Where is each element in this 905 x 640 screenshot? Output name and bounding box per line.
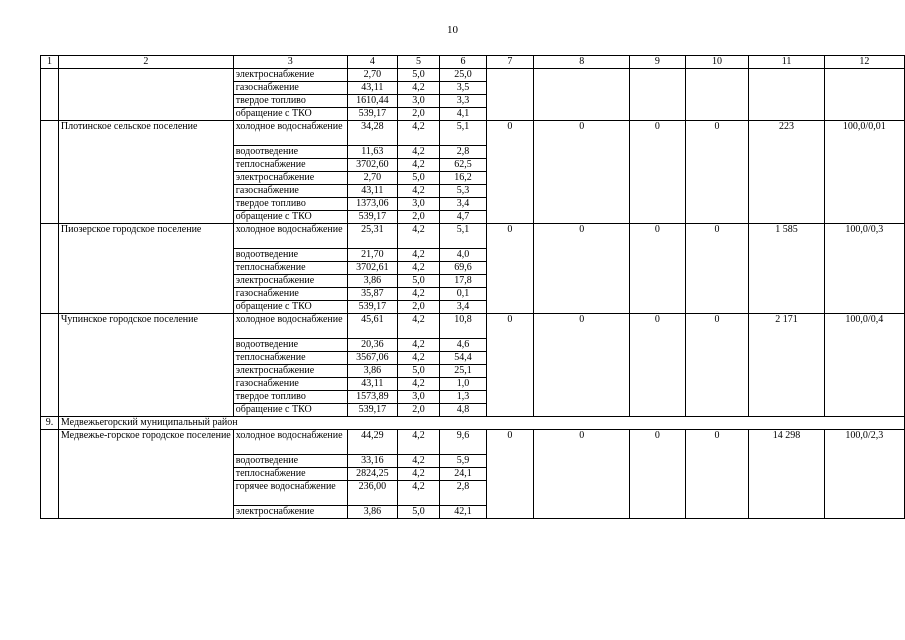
- service-name: газоснабжение: [233, 185, 347, 198]
- growth-index: 5,0: [397, 69, 439, 82]
- tariff-value: 3702,61: [347, 262, 397, 275]
- service-name: теплоснабжение: [233, 159, 347, 172]
- region-name: Медвежьегорский муниципальный район: [58, 417, 904, 430]
- count-c7: 0: [486, 121, 533, 224]
- growth-index: 2,0: [397, 404, 439, 417]
- count-c7: 0: [486, 430, 533, 519]
- column-header: 12: [824, 56, 904, 69]
- growth-index: 4,2: [397, 185, 439, 198]
- growth-index: 3,0: [397, 198, 439, 211]
- service-name: теплоснабжение: [233, 468, 347, 481]
- share-value: 2,8: [440, 481, 487, 506]
- share-value: 4,0: [440, 249, 487, 262]
- service-name: холодное водоснабжение: [233, 121, 347, 146]
- growth-index: 4,2: [397, 455, 439, 468]
- tariff-value: 236,00: [347, 481, 397, 506]
- service-name: водоотведение: [233, 455, 347, 468]
- growth-index: 4,2: [397, 159, 439, 172]
- population: 223: [749, 121, 824, 224]
- service-name: холодное водоснабжение: [233, 430, 347, 455]
- growth-index: 4,2: [397, 339, 439, 352]
- service-name: твердое топливо: [233, 198, 347, 211]
- share-value: 3,4: [440, 198, 487, 211]
- share-value: 54,4: [440, 352, 487, 365]
- empty-cell-c9: [630, 69, 685, 121]
- header-row: [41, 56, 905, 69]
- count-c8: 0: [534, 314, 630, 417]
- tariff-value: 3567,06: [347, 352, 397, 365]
- service-name: электроснабжение: [233, 365, 347, 378]
- tariff-value: 45,61: [347, 314, 397, 339]
- growth-index: 4,2: [397, 288, 439, 301]
- share-value: 1,0: [440, 378, 487, 391]
- empty-cell-c7: [486, 69, 533, 121]
- column-header: 9: [630, 56, 685, 69]
- share-value: 5,3: [440, 185, 487, 198]
- share-value: 2,8: [440, 146, 487, 159]
- share-value: 5,1: [440, 121, 487, 146]
- column-header: 8: [534, 56, 630, 69]
- region-row: [41, 417, 905, 430]
- column-header: 7: [486, 56, 533, 69]
- tariff-value: 539,17: [347, 108, 397, 121]
- share-value: 1,3: [440, 391, 487, 404]
- share-value: 3,5: [440, 82, 487, 95]
- column-header: 4: [347, 56, 397, 69]
- settlement-name-cell: [58, 69, 233, 121]
- service-name: твердое топливо: [233, 391, 347, 404]
- growth-index: 4,2: [397, 430, 439, 455]
- row-number-cell: [41, 121, 59, 224]
- share-value: 10,8: [440, 314, 487, 339]
- count-c10: 0: [685, 430, 749, 519]
- tariff-value: 1373,06: [347, 198, 397, 211]
- share-value: 4,8: [440, 404, 487, 417]
- tariff-value: 43,11: [347, 185, 397, 198]
- growth-index: 4,2: [397, 121, 439, 146]
- row-number-cell: [41, 314, 59, 417]
- service-name: обращение с ТКО: [233, 301, 347, 314]
- settlement-name: Медвежье-горское городское поселение: [58, 430, 233, 519]
- tariff-value: 35,87: [347, 288, 397, 301]
- service-name: обращение с ТКО: [233, 404, 347, 417]
- share-value: 5,9: [440, 455, 487, 468]
- share-value: 0,1: [440, 288, 487, 301]
- share-value: 4,1: [440, 108, 487, 121]
- tariff-value: 1610,44: [347, 95, 397, 108]
- count-c9: 0: [630, 224, 685, 314]
- count-c9: 0: [630, 430, 685, 519]
- share-value: 25,1: [440, 365, 487, 378]
- percent-share: 100,0/2,3: [824, 430, 904, 519]
- share-value: 17,8: [440, 275, 487, 288]
- tariff-value: 3,86: [347, 275, 397, 288]
- table-row: [41, 224, 905, 249]
- count-c9: 0: [630, 121, 685, 224]
- service-name: теплоснабжение: [233, 352, 347, 365]
- growth-index: 3,0: [397, 391, 439, 404]
- population: 14 298: [749, 430, 824, 519]
- page-number: 10: [447, 24, 458, 36]
- tariff-value: 3,86: [347, 506, 397, 519]
- growth-index: 4,2: [397, 314, 439, 339]
- table-row: [41, 314, 905, 339]
- growth-index: 5,0: [397, 365, 439, 378]
- growth-index: 5,0: [397, 172, 439, 185]
- service-name: водоотведение: [233, 249, 347, 262]
- count-c9: 0: [630, 314, 685, 417]
- service-name: водоотведение: [233, 339, 347, 352]
- tariff-value: 2,70: [347, 69, 397, 82]
- population: 2 171: [749, 314, 824, 417]
- tariff-value: 3702,60: [347, 159, 397, 172]
- share-value: 62,5: [440, 159, 487, 172]
- growth-index: 4,2: [397, 224, 439, 249]
- column-header: 6: [440, 56, 487, 69]
- share-value: 16,2: [440, 172, 487, 185]
- empty-cell-c12: [824, 69, 904, 121]
- service-name: холодное водоснабжение: [233, 314, 347, 339]
- service-name: газоснабжение: [233, 378, 347, 391]
- tariff-value: 1573,89: [347, 391, 397, 404]
- share-value: 25,0: [440, 69, 487, 82]
- column-header: 10: [685, 56, 749, 69]
- column-header: 3: [233, 56, 347, 69]
- share-value: 69,6: [440, 262, 487, 275]
- population: 1 585: [749, 224, 824, 314]
- table-row: [41, 430, 905, 455]
- share-value: 5,1: [440, 224, 487, 249]
- row-number-cell: [41, 69, 59, 121]
- growth-index: 4,2: [397, 146, 439, 159]
- service-name: твердое топливо: [233, 95, 347, 108]
- service-name: газоснабжение: [233, 82, 347, 95]
- service-name: холодное водоснабжение: [233, 224, 347, 249]
- tariff-value: 43,11: [347, 82, 397, 95]
- growth-index: 4,2: [397, 468, 439, 481]
- tariff-value: 539,17: [347, 301, 397, 314]
- growth-index: 4,2: [397, 262, 439, 275]
- growth-index: 4,2: [397, 249, 439, 262]
- share-value: 24,1: [440, 468, 487, 481]
- tariff-value: 539,17: [347, 211, 397, 224]
- growth-index: 5,0: [397, 506, 439, 519]
- count-c10: 0: [685, 121, 749, 224]
- count-c8: 0: [534, 430, 630, 519]
- row-number-cell: [41, 430, 59, 519]
- share-value: 3,4: [440, 301, 487, 314]
- growth-index: 2,0: [397, 301, 439, 314]
- share-value: 9,6: [440, 430, 487, 455]
- growth-index: 4,2: [397, 352, 439, 365]
- tariff-value: 21,70: [347, 249, 397, 262]
- count-c10: 0: [685, 224, 749, 314]
- share-value: 42,1: [440, 506, 487, 519]
- tariff-value: 43,11: [347, 378, 397, 391]
- empty-cell-c11: [749, 69, 824, 121]
- tariff-value: 34,28: [347, 121, 397, 146]
- growth-index: 4,2: [397, 481, 439, 506]
- count-c8: 0: [534, 121, 630, 224]
- share-value: 4,6: [440, 339, 487, 352]
- column-header: 2: [58, 56, 233, 69]
- growth-index: 4,2: [397, 82, 439, 95]
- growth-index: 2,0: [397, 211, 439, 224]
- tariff-value: 3,86: [347, 365, 397, 378]
- tariff-value: 11,63: [347, 146, 397, 159]
- share-value: 3,3: [440, 95, 487, 108]
- row-number-cell: [41, 224, 59, 314]
- share-value: 4,7: [440, 211, 487, 224]
- tariff-value: 33,16: [347, 455, 397, 468]
- service-name: обращение с ТКО: [233, 108, 347, 121]
- column-header: 5: [397, 56, 439, 69]
- settlement-name: Плотинское сельское поселение: [58, 121, 233, 224]
- table-row: [41, 121, 905, 146]
- percent-share: 100,0/0,4: [824, 314, 904, 417]
- tariff-value: 44,29: [347, 430, 397, 455]
- service-name: горячее водоснабжение: [233, 481, 347, 506]
- tariff-value: 539,17: [347, 404, 397, 417]
- empty-cell-c10: [685, 69, 749, 121]
- service-name: теплоснабжение: [233, 262, 347, 275]
- growth-index: 4,2: [397, 378, 439, 391]
- count-c8: 0: [534, 224, 630, 314]
- percent-share: 100,0/0,01: [824, 121, 904, 224]
- count-c10: 0: [685, 314, 749, 417]
- tariff-value: 2824,25: [347, 468, 397, 481]
- settlement-name: Чупинское городское поселение: [58, 314, 233, 417]
- tariff-value: 20,36: [347, 339, 397, 352]
- settlement-name: Пиозерское городское поселение: [58, 224, 233, 314]
- count-c7: 0: [486, 224, 533, 314]
- column-header: 1: [41, 56, 59, 69]
- service-name: электроснабжение: [233, 172, 347, 185]
- growth-index: 2,0: [397, 108, 439, 121]
- service-name: обращение с ТКО: [233, 211, 347, 224]
- service-name: электроснабжение: [233, 506, 347, 519]
- growth-index: 3,0: [397, 95, 439, 108]
- empty-cell-c8: [534, 69, 630, 121]
- service-name: электроснабжение: [233, 69, 347, 82]
- percent-share: 100,0/0,3: [824, 224, 904, 314]
- region-number: 9.: [41, 417, 59, 430]
- tariff-value: 2,70: [347, 172, 397, 185]
- table-row: [41, 69, 905, 82]
- service-name: газоснабжение: [233, 288, 347, 301]
- growth-index: 5,0: [397, 275, 439, 288]
- service-name: электроснабжение: [233, 275, 347, 288]
- service-name: водоотведение: [233, 146, 347, 159]
- tariff-value: 25,31: [347, 224, 397, 249]
- count-c7: 0: [486, 314, 533, 417]
- tariff-table: [40, 55, 905, 519]
- column-header: 11: [749, 56, 824, 69]
